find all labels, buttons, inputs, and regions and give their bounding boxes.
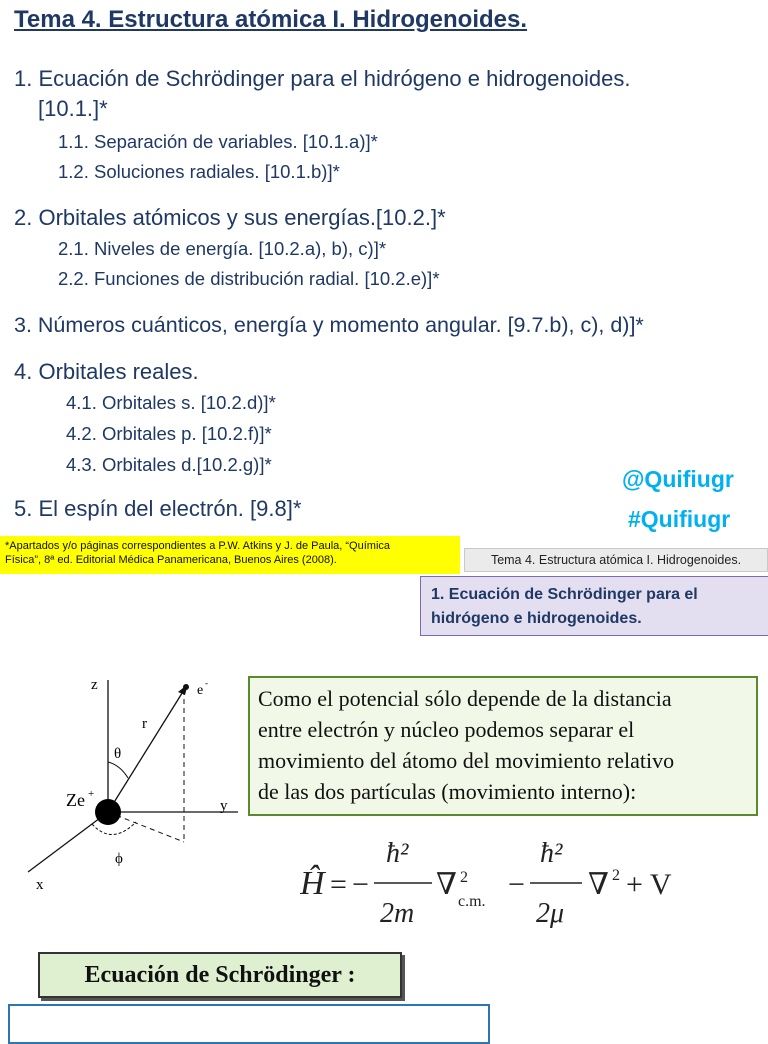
footnote-line-1: *Apartados y/o páginas correspondientes a P.W. Atkins y J. de Paula, “Química [5,540,391,552]
nabla-2-exponent: 2 [612,867,620,884]
section-3-title: 3. Números cuánticos, energía y momento angular. [9.7.b), c), d)]* [14,313,644,337]
phi-arc [92,822,136,835]
slide-subtitle [420,576,768,636]
equals-sign: = [330,868,347,901]
plus-potential: + V [626,868,672,901]
hamiltonian-formula [300,830,720,930]
subsection-1-2: 1.2. Soluciones radiales. [10.1.b)]* [58,161,340,182]
phi-label: ϕ [115,851,123,867]
theta-label: θ [114,746,122,762]
slide-subtitle-line-1: 1. Ecuación de Schrödinger para el [431,586,698,603]
x-axis [28,812,108,872]
subsection-4-2: 4.2. Orbitales p. [10.2.f)]* [66,423,272,444]
explanation-line-1: Como el potencial sólo depende de la distancia [258,686,672,711]
minus-sign-2: − [508,868,525,901]
twitter-hashtag[interactable]: #Quifiugr [628,506,731,532]
nucleus-charge-label: + [88,788,95,800]
nabla-2: ∇ [588,868,609,901]
hamiltonian-symbol: Ĥ [300,865,325,902]
denominator-2m: 2m [380,898,415,929]
explanation-box [248,676,758,816]
minus-sign-1: − [352,868,369,901]
y-label: y [220,798,228,814]
equation-box [8,1004,490,1044]
z-label: z [91,677,98,693]
nabla-1-exponent: 2 [460,869,468,886]
subsection-4-3: 4.3. Orbitales d.[10.2.g)]* [66,454,272,475]
section-2-title: 2. Orbitales atómicos y sus energías.[10.2.]* [14,205,446,230]
denominator-2mu: 2μ [536,898,565,929]
theta-arc [108,762,128,778]
explanation-line-3: movimiento del átomo del movimiento relativo [258,748,675,773]
footnote [0,536,460,574]
electron-label: e [197,683,204,698]
nabla-1-subscript: c.m. [458,893,486,910]
nucleus-label: Ze [66,790,85,810]
explanation-line-2: entre electrón y núcleo podemos separar el [258,717,635,742]
page-title: Tema 4. Estructura atómica I. Hidrogenoides. [14,6,528,33]
subsection-2-2: 2.2. Funciones de distribución radial. [10.2.e)]* [58,268,440,289]
nabla-1: ∇ [436,868,457,901]
nucleus [95,799,121,825]
subsection-2-1: 2.1. Niveles de energía. [10.2.a), b), c)]* [58,238,387,259]
subsection-1-1: 1.1. Separación de variables. [10.1.a)]* [58,131,378,152]
section-1-ref: [10.1.]* [38,96,108,121]
coordinate-diagram [0,670,246,910]
radius-label: r [142,716,147,732]
explanation-line-4: de las dos partículas (movimiento interno): [258,779,637,804]
hbar-squared-1: ħ² [386,838,409,869]
section-5-title: 5. El espín del electrón. [9.8]* [14,496,302,521]
twitter-handle[interactable]: @Quifiugr [622,466,734,492]
electron-dot [183,684,189,690]
section-4-title: 4. Orbitales reales. [14,359,199,384]
ecuacion-schrodinger-label: Ecuación de Schrödinger : [38,952,402,998]
x-label: x [36,877,44,893]
electron-charge-label: - [205,678,208,688]
section-1-title: 1. Ecuación de Schrödinger para el hidrógeno e hidrogenoides. [14,66,631,91]
footnote-line-2: Física”, 8ª ed. Editorial Médica Panamericana, Buenos Aires (2008). [5,554,337,566]
slide-header: Tema 4. Estructura atómica I. Hidrogenoides. [464,548,768,572]
slide-subtitle-line-2: hidrógeno e hidrogenoides. [431,610,642,627]
hbar-squared-2: ħ² [540,838,563,869]
subsection-4-1: 4.1. Orbitales s. [10.2.d)]* [66,392,276,413]
